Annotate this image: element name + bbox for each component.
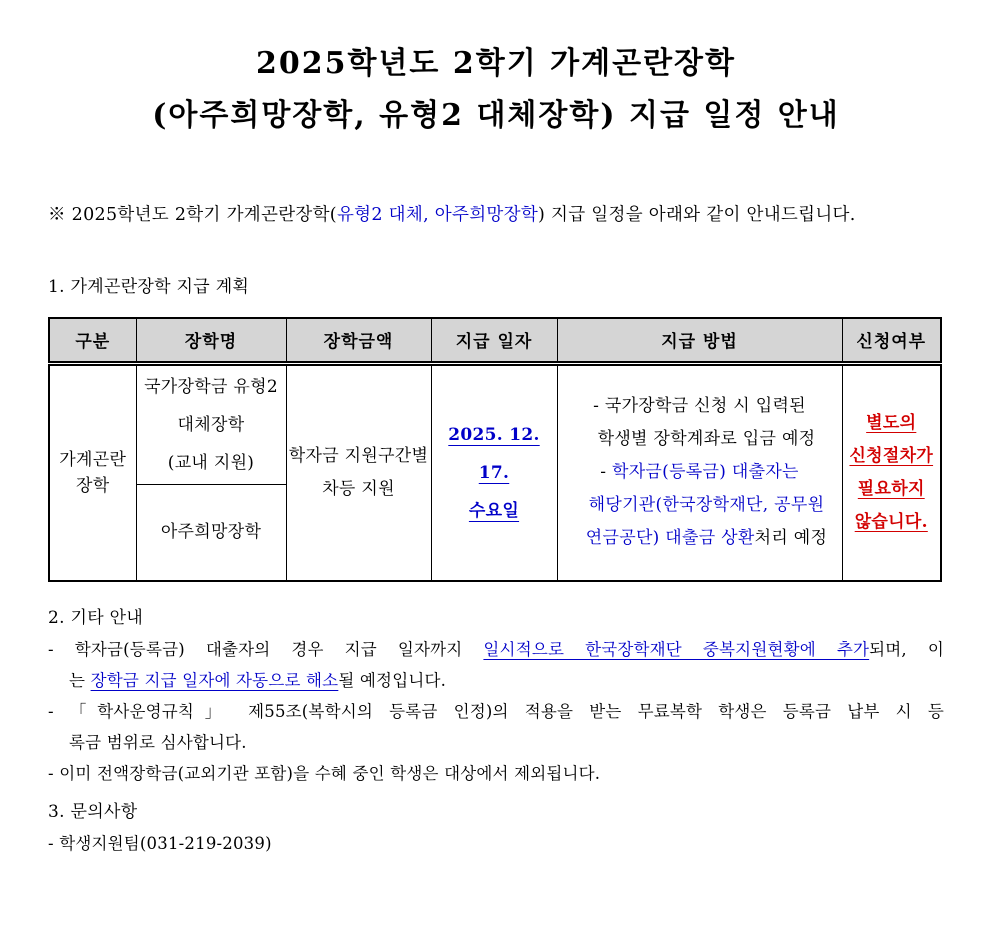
section1-heading: 1. 가계곤란장학 지급 계획 (48, 277, 250, 297)
page-title (48, 38, 944, 142)
section3-contact (48, 797, 944, 859)
cell-payment-method: - 국가장학금 신청 시 입력된 학생별 장학계좌로 입금 예정 - 학자금(등록금) 대출자는 해당기관(한국장학재단, 공무원 연금공단) 대출금 상환처리 예정 (557, 363, 842, 581)
col-header-scholarship-name: 장학명 (136, 318, 286, 363)
cell-category: 가계곤란 장학 (49, 363, 136, 581)
section2-bullet-list: - 학자금(등록금) 대출자의 경우 지급 일자까지 일시적으로 한국장학재단 중복지원현황에 추가되며, 이 는 장학금 지급 일자에 자동으로 해소될 예정입니다. - 「학사운영규칙」 제55조(복학시의 등록금 인정)의 적용을 받는 무료복학 학생은 등록금 납부 시 등 록금 범위로 심사합니다. - 이미 전액장학금(교외기관 포함)을 수혜 중인 학생은 대상에서 제외됩니다. (48, 640, 944, 783)
section2-heading: 2. 기타 안내 (48, 608, 144, 628)
intro-note: ※ 2025학년도 2학기 가계곤란장학(유형2 대체, 아주희망장학) 지급 일정을 아래와 같이 안내드립니다. (48, 205, 856, 225)
table-row-1 (49, 363, 941, 484)
col-header-payment-date: 지급 일자 (431, 318, 557, 363)
section3-contact-line: - 학생지원팀(031-219-2039) (48, 834, 272, 853)
col-header-payment-method: 지급 방법 (557, 318, 842, 363)
section3-heading: 3. 문의사항 (48, 802, 138, 822)
table-header-row (49, 318, 941, 363)
col-header-category: 구분 (49, 318, 136, 363)
title-line-2: (아주희망장학, 유형2 대체장학) 지급 일정 안내 (152, 98, 840, 133)
cell-amount: 학자금 지원구간별 차등 지원 (286, 363, 431, 581)
col-header-application-status: 신청여부 (842, 318, 941, 363)
cell-payment-date: 2025. 12. 17. 수요일 (431, 363, 557, 581)
payment-plan-table (48, 317, 942, 582)
section2-other-notes (48, 603, 944, 789)
cell-application-status: 별도의 신청절차가 필요하지 않습니다. (842, 363, 941, 581)
title-line-1: 2025학년도 2학기 가계곤란장학 (255, 46, 737, 81)
col-header-amount: 장학금액 (286, 318, 431, 363)
cell-scholarship-name-2: 아주희망장학 (136, 484, 286, 581)
cell-scholarship-name-1: 국가장학금 유형2 대체장학 (교내 지원) (136, 363, 286, 484)
